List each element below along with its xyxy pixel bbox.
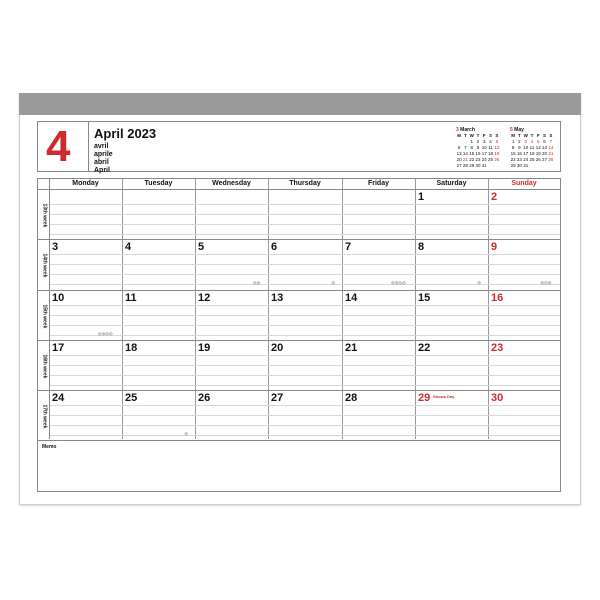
- day-column-divider: [488, 179, 489, 439]
- day-number: 3: [52, 241, 59, 253]
- mini-calendar-may: [510, 127, 554, 169]
- mini-day: 8: [470, 145, 473, 150]
- mini-calendar-days: [456, 133, 500, 169]
- week-label: 17th week: [41, 404, 48, 429]
- week-column-divider: [49, 179, 50, 439]
- mini-day: 9: [476, 145, 480, 150]
- header-row-divider: [38, 189, 560, 190]
- day-number: 17: [52, 342, 65, 354]
- week-label: 15th week: [41, 304, 48, 329]
- mini-day: 29: [510, 163, 516, 168]
- mini-day: 11: [529, 145, 535, 150]
- day-column-divider: [195, 179, 196, 439]
- memo-divider: [38, 440, 560, 441]
- mini-day: 18: [529, 151, 535, 156]
- mini-day: 17: [481, 151, 487, 156]
- week-row-divider: [38, 390, 560, 391]
- mini-day: 12: [535, 145, 541, 150]
- day-number: 16: [491, 292, 504, 304]
- week-label: 14th week: [41, 253, 48, 278]
- month-name-french: avril: [94, 143, 109, 150]
- day-column-divider: [122, 179, 123, 439]
- month-name-italian: aprile: [94, 151, 113, 158]
- mini-day: [548, 163, 554, 169]
- mini-day: 23: [516, 157, 522, 162]
- day-number: 13: [271, 292, 284, 304]
- week-row-divider: [38, 239, 560, 240]
- header-divider: [88, 122, 89, 171]
- cell-rule-line: [50, 264, 560, 265]
- mini-day: 20: [456, 157, 462, 162]
- cell-rule-line: [50, 355, 560, 356]
- mini-day: 11: [488, 145, 493, 150]
- cell-rule-line: [50, 415, 560, 416]
- day-number: 21: [345, 342, 358, 354]
- cell-rule-line: [50, 204, 560, 205]
- mini-day: 24: [523, 157, 529, 162]
- moon-phase-icon: ◎◎◎: [540, 280, 552, 285]
- day-number: 11: [125, 292, 137, 304]
- mini-calendar-month-number: 3: [456, 127, 459, 133]
- mini-day: 25: [529, 157, 535, 162]
- day-number: 19: [198, 342, 211, 354]
- moon-phase-icon: ◎: [184, 431, 189, 436]
- cell-rule-line: [50, 365, 560, 366]
- cell-rule-line: [50, 315, 560, 316]
- mini-weekday-letter: S: [543, 133, 547, 138]
- day-column-divider: [415, 179, 416, 439]
- mini-calendar-month-name: March: [458, 127, 475, 133]
- moon-phase-icon: ◎: [477, 280, 482, 285]
- mini-weekday-letter: M: [457, 133, 462, 138]
- cell-rule-line: [50, 425, 560, 426]
- mini-day: 15: [510, 151, 516, 156]
- day-number: 26: [198, 392, 211, 404]
- mini-day: 31: [481, 163, 487, 168]
- week-label: 16th week: [41, 354, 48, 379]
- mini-weekday-letter: F: [536, 133, 540, 138]
- mini-day: 16: [475, 151, 481, 156]
- day-number: 2: [491, 191, 498, 203]
- day-number: 18: [125, 342, 138, 354]
- day-number: 25: [125, 392, 138, 404]
- mini-day: 13: [542, 145, 548, 150]
- weekday-header-friday: Friday: [367, 180, 389, 187]
- day-number: 27: [271, 392, 284, 404]
- mini-day: 23: [475, 157, 481, 162]
- weekday-header-thursday: Thursday: [289, 180, 321, 187]
- weekday-header-saturday: Saturday: [436, 180, 467, 187]
- mini-day: 6: [543, 139, 546, 144]
- day-number: 1: [418, 191, 425, 203]
- mini-day: 19: [494, 151, 500, 156]
- mini-day: 14: [462, 151, 468, 156]
- cell-rule-line: [50, 274, 560, 275]
- mini-day: 2: [476, 139, 480, 144]
- mini-day: 5: [495, 139, 499, 144]
- mini-day: [494, 163, 500, 169]
- mini-weekday-letter: W: [523, 133, 528, 138]
- mini-weekday-letter: M: [511, 133, 516, 138]
- mini-calendar-march: [456, 127, 500, 169]
- week-row-divider: [38, 290, 560, 291]
- mini-day: 14: [548, 145, 554, 150]
- day-number: 8: [418, 241, 425, 253]
- week-label: 13th week: [41, 203, 48, 228]
- mini-day: 3: [524, 139, 527, 144]
- day-number: 4: [125, 241, 132, 253]
- mini-weekday-letter: T: [464, 133, 467, 138]
- mini-day: 30: [475, 163, 481, 168]
- mini-day: 26: [535, 157, 541, 162]
- mini-weekday-letter: F: [482, 133, 486, 138]
- month-title: April 2023: [94, 126, 157, 141]
- cell-rule-line: [50, 385, 560, 386]
- mini-day: 21: [548, 151, 554, 156]
- mini-day: 5: [537, 139, 540, 144]
- mini-day: 7: [464, 145, 467, 150]
- day-number: 10: [52, 292, 65, 304]
- cell-rule-line: [50, 325, 560, 326]
- mini-day: 1: [470, 139, 473, 144]
- day-number: 24: [52, 392, 65, 404]
- mini-weekday-letter: T: [530, 133, 534, 138]
- mini-day: 21: [462, 157, 468, 162]
- mini-day: 24: [481, 157, 487, 162]
- mini-calendar-month-number: 5: [510, 127, 513, 133]
- day-number: 6: [271, 241, 278, 253]
- mini-day: 22: [510, 157, 516, 162]
- mini-day: 2: [518, 139, 521, 144]
- day-number: 23: [491, 342, 504, 354]
- mini-day: 29: [469, 163, 475, 168]
- mini-weekday-letter: T: [476, 133, 480, 138]
- day-number: 15: [418, 292, 431, 304]
- mini-day: 27: [542, 157, 548, 162]
- cell-rule-line: [50, 224, 560, 225]
- mini-day: 25: [488, 157, 494, 162]
- cell-rule-line: [50, 284, 560, 285]
- mini-day: 22: [469, 157, 475, 162]
- moon-phase-icon: ◎: [331, 280, 336, 285]
- day-number: 30: [491, 392, 504, 404]
- day-number: 28: [345, 392, 358, 404]
- cell-rule-line: [50, 375, 560, 376]
- month-grid: [37, 178, 561, 492]
- cell-rule-line: [50, 305, 560, 306]
- holiday-label: Showa Day: [433, 394, 455, 399]
- mini-day: 31: [523, 163, 529, 168]
- day-number: 20: [271, 342, 284, 354]
- mini-weekday-letter: T: [518, 133, 521, 138]
- moon-phase-icon: ◎◎◎◎: [391, 280, 406, 285]
- mini-day: 28: [462, 163, 468, 168]
- mini-day: 28: [548, 157, 554, 162]
- mini-day: 13: [456, 151, 462, 156]
- day-number: 22: [418, 342, 431, 354]
- weekday-header-monday: Monday: [72, 180, 99, 187]
- mini-day: 1: [511, 139, 515, 144]
- day-number: 29: [418, 392, 431, 404]
- month-name-spanish: abril: [94, 159, 109, 166]
- weekday-header-sunday: Sunday: [511, 180, 537, 187]
- memo-label: Memo: [42, 444, 57, 450]
- mini-day: 20: [542, 151, 548, 156]
- calendar-binding-strip: [19, 93, 581, 115]
- weekday-header-tuesday: Tuesday: [144, 180, 173, 187]
- mini-day: 19: [535, 151, 541, 156]
- day-column-divider: [342, 179, 343, 439]
- cell-rule-line: [50, 335, 560, 336]
- mini-weekday-letter: S: [495, 133, 499, 138]
- mini-calendar-days: [510, 133, 554, 169]
- mini-day: 8: [511, 145, 515, 150]
- mini-day: 4: [489, 139, 492, 144]
- day-number: 5: [198, 241, 205, 253]
- mini-day: 7: [549, 139, 553, 144]
- mini-day: 12: [494, 145, 500, 150]
- day-number: 12: [198, 292, 211, 304]
- mini-day: 30: [516, 163, 522, 168]
- mini-day: 10: [523, 145, 529, 150]
- mini-weekday-letter: S: [549, 133, 553, 138]
- moon-phase-icon: ◎◎◎◎: [98, 331, 113, 336]
- mini-weekday-letter: W: [469, 133, 474, 138]
- cell-rule-line: [50, 405, 560, 406]
- moon-phase-icon: ◎◎: [253, 280, 261, 285]
- cell-rule-line: [50, 214, 560, 215]
- mini-day: 27: [456, 163, 462, 168]
- cell-rule-line: [50, 234, 560, 235]
- mini-day: 15: [469, 151, 475, 156]
- mini-day: 18: [488, 151, 494, 156]
- mini-day: 16: [516, 151, 522, 156]
- day-column-divider: [268, 179, 269, 439]
- mini-day: 6: [457, 145, 461, 150]
- week-row-divider: [38, 340, 560, 341]
- day-number: 14: [345, 292, 358, 304]
- month-header: [37, 121, 561, 172]
- mini-calendar-month-name: May: [512, 127, 524, 133]
- weekday-header-wednesday: Wednesday: [212, 180, 251, 187]
- mini-day: 9: [518, 145, 521, 150]
- mini-day: 4: [530, 139, 534, 144]
- mini-day: 26: [494, 157, 500, 162]
- cell-rule-line: [50, 435, 560, 436]
- month-name-german: April: [94, 167, 110, 174]
- cell-rule-line: [50, 254, 560, 255]
- mini-day: 3: [483, 139, 486, 144]
- day-number: 9: [491, 241, 498, 253]
- mini-day: 17: [523, 151, 529, 156]
- month-number: 4: [46, 122, 71, 171]
- mini-weekday-letter: S: [489, 133, 493, 138]
- day-number: 7: [345, 241, 352, 253]
- mini-day: 10: [481, 145, 487, 150]
